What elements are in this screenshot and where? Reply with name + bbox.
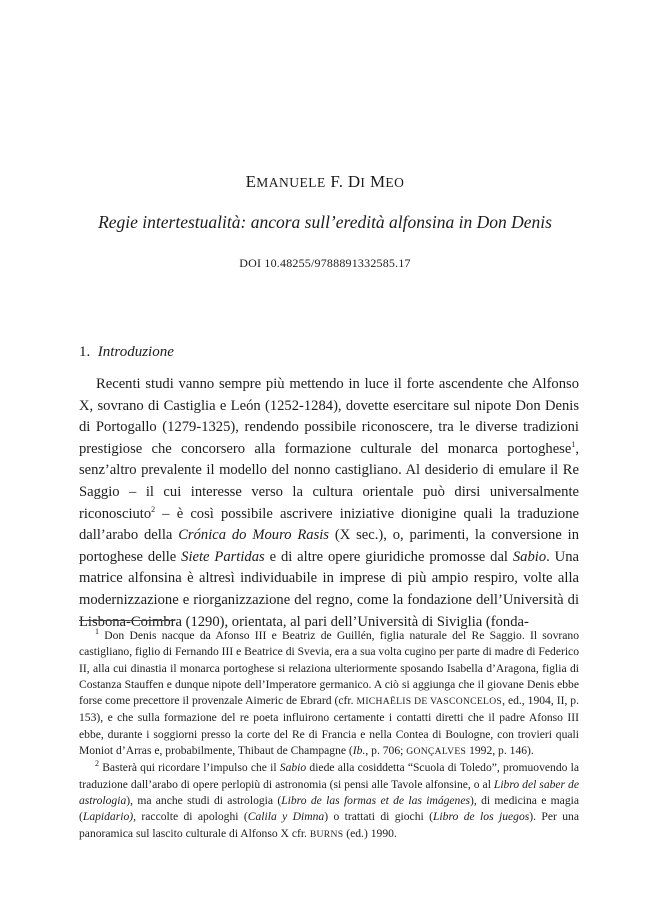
section-title: Introduzione — [97, 344, 174, 360]
footnote-separator — [79, 620, 175, 621]
footnotes — [79, 628, 579, 843]
doi-line: DOI 10.48255/9788891332585.17 — [239, 256, 411, 270]
body-paragraph: Recenti studi vanno sempre più mettendo in luce il forte ascendente che Alfonso X, sovrano di Castiglia e León (1252-1284), dovette esercitare sul nipote Don Denis di Portogallo (1279-1325), rendendo possibile riconoscere, tra le diverse tradizioni prestigiose che concorsero alla formazione culturale del monarca portoghese$^1$, senz’altro prevalente il modello del nonno castigliano. Al desiderio di emulare il Re Saggio – il cui interesse verso la cultura orientale può dirsi universalmente riconosciuto$^2$ – è così possibile ascrivere iniziative dionigine quali la traduzione dall’arabo della Crónica do Mouro Rasis (X sec.), o, parimenti, la conversione in portoghese delle Siete Partidas e di altre opere giuridiche promosse dal Sabio. Una matrice alfonsina è altresì individuabile in imprese di più ampio respiro, volte alla modernizzazione e riorganizzazione del regno, come la fondazione dell’Università di Lisbona-Coimbra (1290), orientata, al pari dell’Università di Siviglia (fonda- — [79, 376, 580, 630]
author-name: EMANUELE F. DI MEO — [245, 172, 405, 191]
section-number: 1. — [79, 344, 91, 360]
paper-title: Regie intertestualità: ancora sull’eredità alfonsina in Don Denis — [98, 212, 552, 232]
footnote-ref-1[interactable]: 1 — [571, 439, 576, 449]
footnote-ref-2[interactable]: 2 — [151, 504, 156, 514]
footnote-2: $^2$ Basterà qui ricordare l’impulso che il Sabio diede alla cosiddetta “Scuola di Toledo”, promuovendo la traduzione dall’arabo di opere perlopiù di astronomia (si pensi alle Tavole alfonsine, o al Libro del saber de astrologia), ma anche studi di astrologia (Libro de las formas et de las imágenes), di medicina e magia (Lapidario), raccolte di apologhi (Calila y Dimna) o trattati di giochi (Libro de los juegos). Per una panoramica sul lascito culturale di Alfonso X cfr. BURNS (ed.) 1990. — [79, 759, 579, 840]
footnote-1: $^1$ Don Denis nacque da Afonso III e Beatriz de Guillén, figlia naturale del Re Saggio. Il sovrano castigliano, figlio di Fernando III e Beatrice di Svevia, era a sua volta cugino per parte di madre di Federico II, alla cui dinastia il monarca portoghese si relaziona ulteriormente sposando Isabella d’Aragona, figlia di Costanza Stauffen e dunque nipote dell’Imperatore germanico. A ciò si aggiunga che il giovane Denis ebbe forse come precettore il provenzale Aimeric de Ebrard (cfr. MICHAËLIS DE VASCONCELOS, ed., 1904, II, p. 153), e che sulla formazione del re poeta influirono certamente i contatti diretti che il padre Afonso III ebbe, durante i soggiorni presso la corte del Re di Francia e nella Contea di Boulogne, con trovieri quali Moniot d’Arras e, probabilmente, Thibaut de Champagne (Ib., p. 706; GONÇALVES 1992, p. 146). — [79, 627, 580, 758]
section-heading — [79, 344, 174, 361]
